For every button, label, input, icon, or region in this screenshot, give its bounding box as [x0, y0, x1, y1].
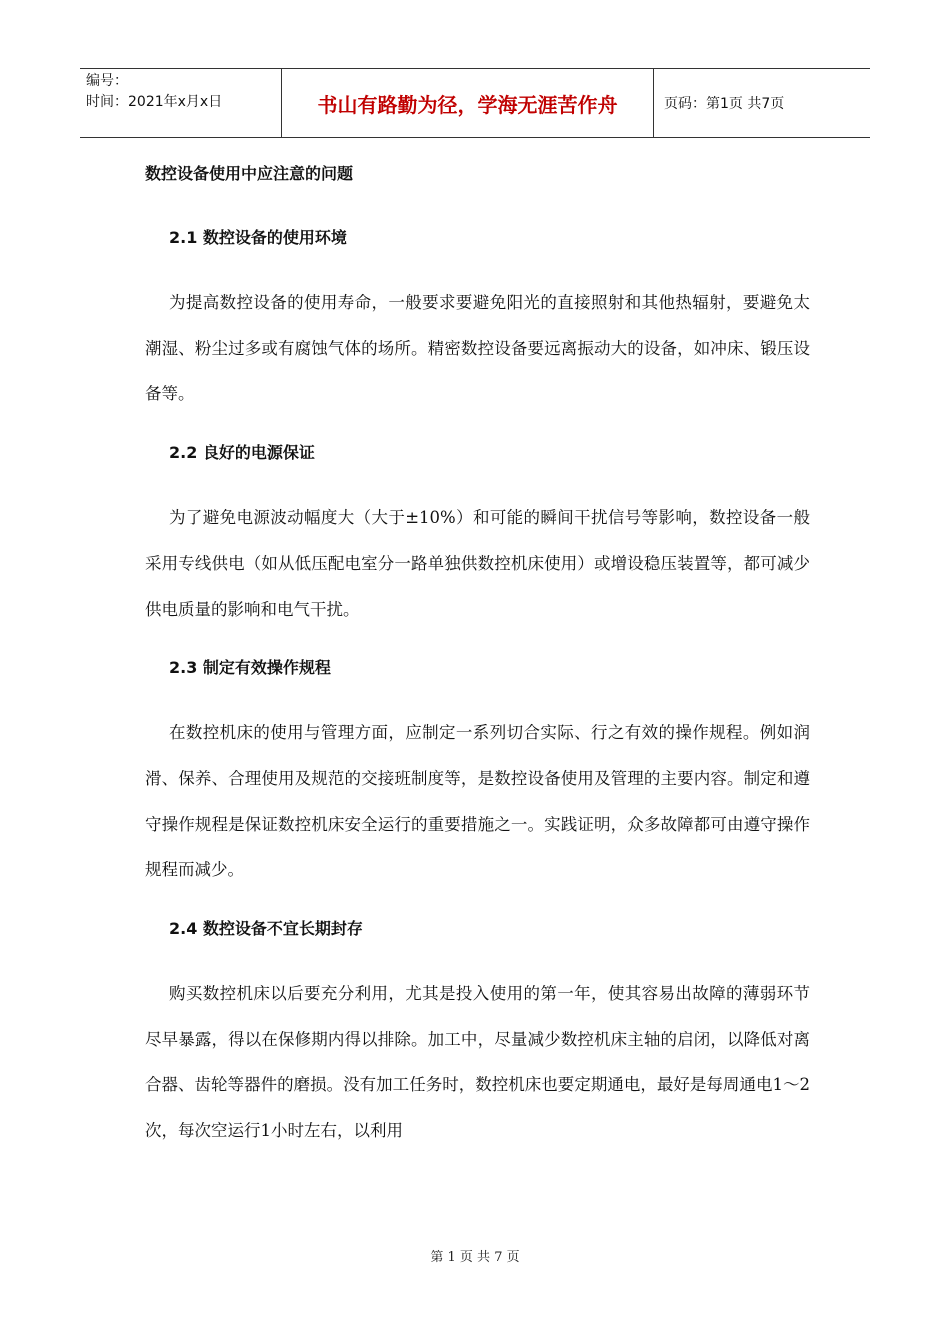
section-body-2-2: 为了避免电源波动幅度大（大于±10%）和可能的瞬间干扰信号等影响，数控设备一般采用专线供电（如从低压配电室分一路单独供数控机床使用）或增设稳压装置等，都可减少供电质量的影响和电气干扰。	[145, 508, 810, 619]
section-body-2-4: 购买数控机床以后要充分利用，尤其是投入使用的第一年，使其容易出故障的薄弱环节尽早暴露，得以在保修期内得以排除。加工中，尽量减少数控机床主轴的启闭，以降低对离合器、齿轮等器件的磨损。没有加工任务时，数控机床也要定期通电，最好是每周通电1～2次，每次空运行1小时左右，以利用	[145, 984, 810, 1141]
document-title: 数控设备使用中应注意的问题	[145, 164, 354, 183]
section-body-2-1: 为提高数控设备的使用寿命，一般要求要避免阳光的直接照射和其他热辐射，要避免太潮湿、粉尘过多或有腐蚀气体的场所。精密数控设备要远离振动大的设备，如冲床、锻压设备等。	[145, 293, 810, 404]
section-body-2-3: 在数控机床的使用与管理方面，应制定一系列切合实际、行之有效的操作规程。例如润滑、保养、合理使用及规范的交接班制度等，是数控设备使用及管理的主要内容。制定和遵守操作规程是保证数控机床安全运行的重要措施之一。实践证明，众多故障都可由遵守操作规程而减少。	[145, 723, 810, 880]
section-heading-2-1: 2.1 数控设备的使用环境	[169, 228, 347, 247]
section-heading-2-2: 2.2 良好的电源保证	[169, 443, 315, 463]
header-meta	[80, 69, 282, 137]
page-footer: 第 1 页 共 7 页	[430, 1250, 520, 1265]
page-header	[80, 68, 870, 138]
section-heading-2-3: 2.3 制定有效操作规程	[169, 658, 331, 678]
section-heading-2-4: 2.4 数控设备不宜长期封存	[169, 919, 363, 939]
document-body	[145, 156, 810, 1154]
serial-number-label: 编号：	[86, 73, 128, 89]
header-motto: 书山有路勤为径，学海无涯苦作舟	[282, 69, 654, 137]
date-label: 时间：2021年x月x日	[86, 94, 223, 110]
header-page-info: 页码：第1页 共7页	[664, 96, 785, 112]
